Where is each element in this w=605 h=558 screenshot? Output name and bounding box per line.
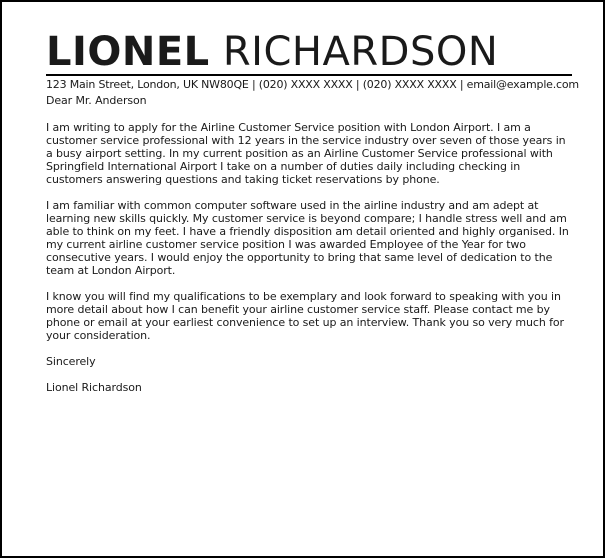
greeting: Dear Mr. Anderson	[46, 94, 147, 107]
contact-line: 123 Main Street, London, UK NW80QE | (020) XXXX XXXX | (020) XXXX XXXX | email@example.com	[46, 78, 579, 91]
letter-body	[46, 94, 572, 407]
paragraph-skills: I am familiar with common computer software used in the airline industry and am adept at learning new skills quickly. My customer service is beyond compare; I handle stress well and am able to think on my feet. I have a friendly disposition am detail oriented and highly organised. In my current airline customer service position I was awarded Employee of the Year for two consecutive years. I would enjoy the opportunity to bring that same level of dedication to the team at London Airport.	[46, 199, 569, 277]
paragraph-closing: I know you will find my qualifications to be exemplary and look forward to speaking with you in more detail about how I can benefit your airline customer service staff. Please contact me by phone or email at your earliest convenience to set up an interview. Thank you so very much for your consideration.	[46, 290, 564, 342]
applicant-name	[46, 30, 593, 74]
last-name: RICHARDSON	[222, 29, 499, 75]
closing: Sincerely	[46, 355, 96, 368]
letter-header	[46, 30, 593, 92]
signature: Lionel Richardson	[46, 381, 142, 394]
paragraph-intro: I am writing to apply for the Airline Customer Service position with London Airport. I am a customer service professional with 12 years in the service industry over seven of those years in a busy airport setting. In my current position as an Airline Customer Service professional with Springfield International Airport I take on a number of duties daily including checking in customers answering questions and taking ticket reservations by phone.	[46, 121, 566, 186]
first-name: LIONEL	[46, 29, 210, 75]
